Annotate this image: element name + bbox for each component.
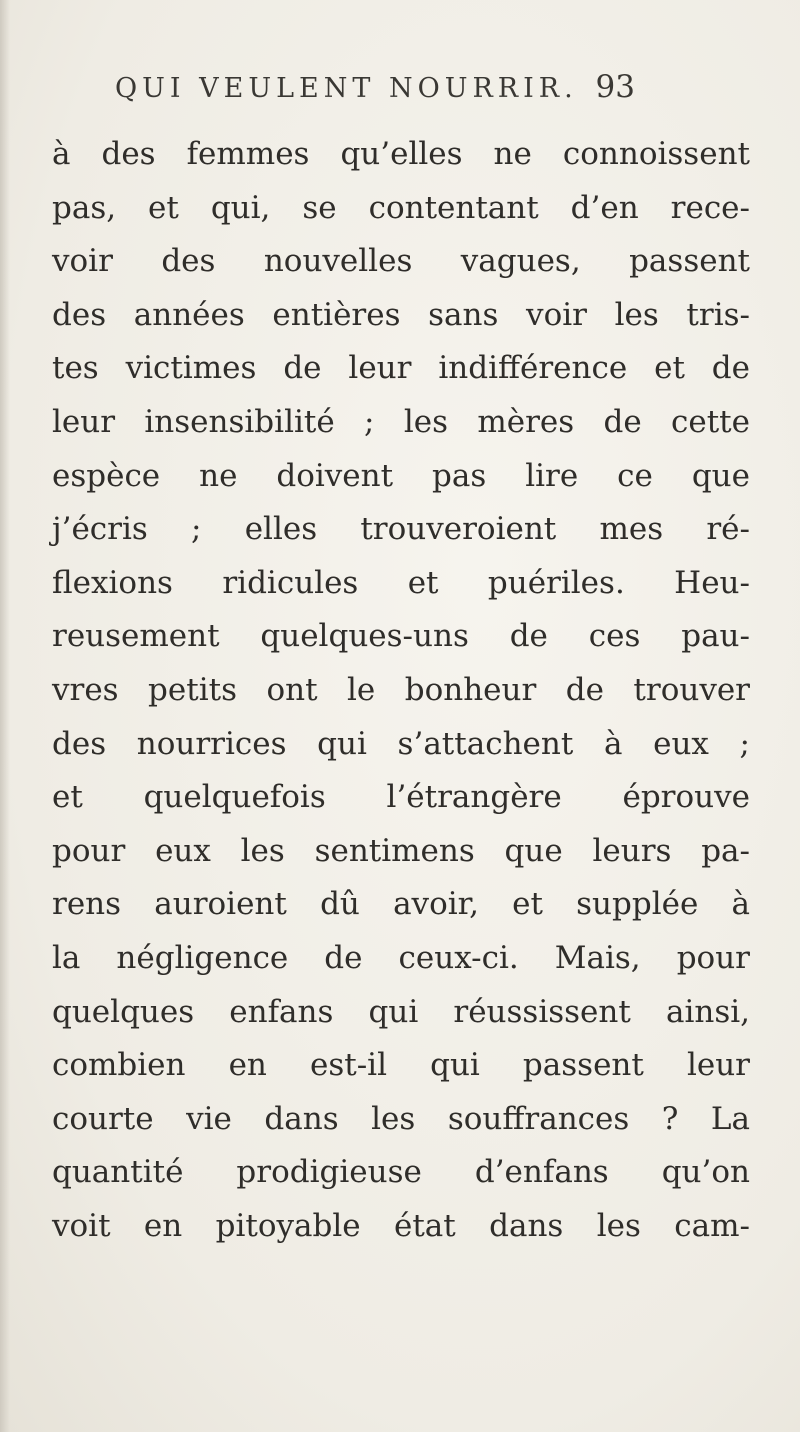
text-line: des années entières sans voir les tris- <box>52 296 750 333</box>
text-line: voir des nouvelles vagues, passent <box>52 243 750 280</box>
text-line: vres petits ont le bonheur de trouver <box>52 671 750 708</box>
text-line: la négligence de ceux-ci. Mais, pour <box>52 939 750 976</box>
text-line: j’écris ; elles trouveroient mes ré- <box>52 511 750 548</box>
text-line: rens auroient dû avoir, et supplée à <box>52 886 750 923</box>
text-line: tes victimes de leur indifférence et de <box>52 350 750 387</box>
running-head: QUI VEULENT NOURRIR. <box>115 73 578 104</box>
text-line: quelques enfans qui réussissent ainsi, <box>52 993 750 1030</box>
text-line: quantité prodigieuse d’enfans qu’on <box>52 1154 750 1191</box>
text-line: des nourrices qui s’attachent à eux ; <box>52 725 750 762</box>
text-line: leur insensibilité ; les mères de cette <box>52 403 750 440</box>
text-line: reusement quelques-uns de ces pau- <box>52 618 750 655</box>
page-header <box>115 69 635 113</box>
body-text <box>52 128 750 1253</box>
text-line: courte vie dans les souffrances ? La <box>52 1100 750 1137</box>
text-line: pas, et qui, se contentant d’en rece- <box>52 189 750 226</box>
text-line: combien en est-il qui passent leur <box>52 1047 750 1084</box>
text-line: et quelquefois l’étrangère éprouve <box>52 779 750 816</box>
page-number: 93 <box>595 69 635 105</box>
page-gutter-shadow <box>0 0 10 1432</box>
text-line: pour eux les sentimens que leurs pa- <box>52 832 750 869</box>
text-line: flexions ridicules et puériles. Heu- <box>52 564 750 601</box>
text-line: voit en pitoyable état dans les cam- <box>52 1207 750 1244</box>
text-line: espèce ne doivent pas lire ce que <box>52 457 750 494</box>
text-line: à des femmes qu’elles ne connoissent <box>52 136 750 172</box>
